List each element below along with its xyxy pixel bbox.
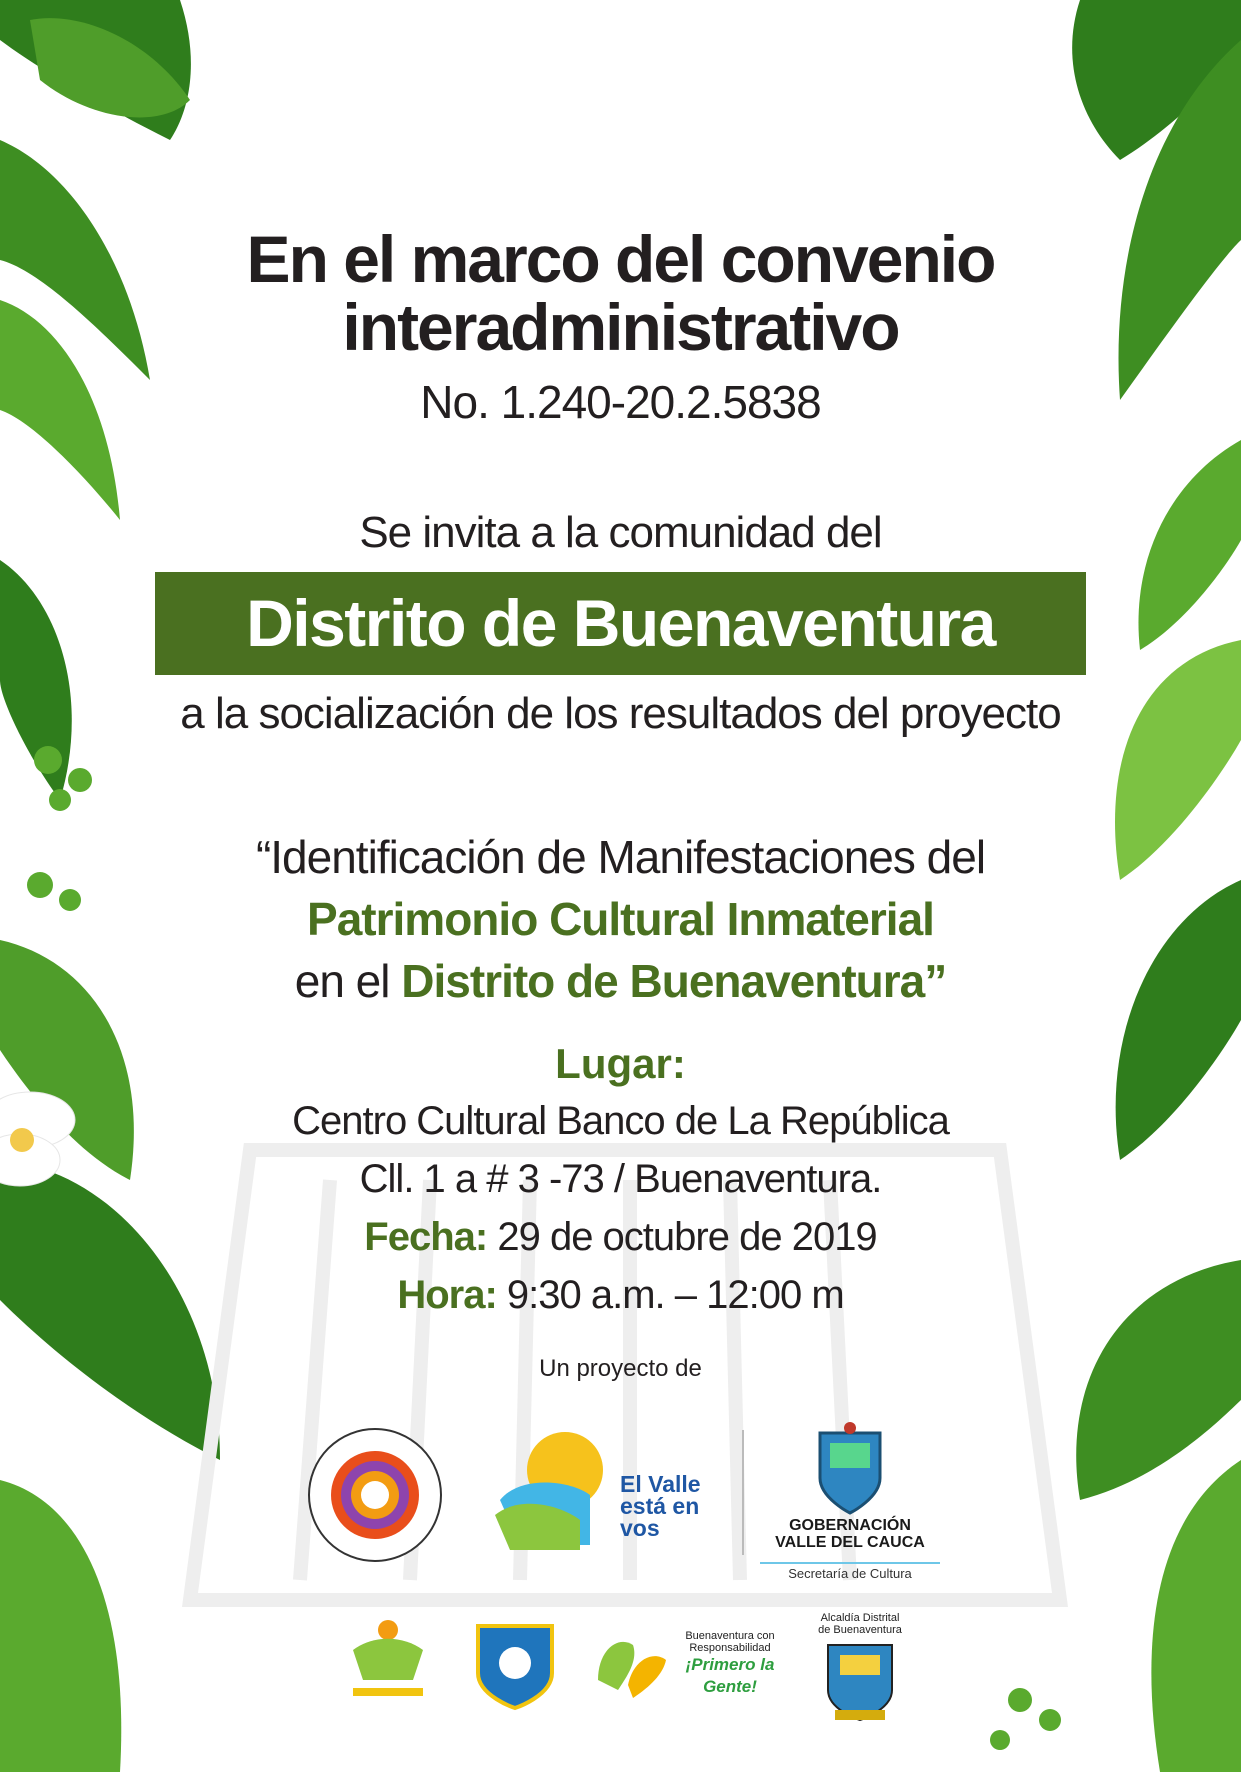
agreement-number: No. 1.240-20.2.5838 <box>420 376 821 428</box>
culture-secretariat-seal-logo <box>305 1425 445 1565</box>
valle-esta-en-vos-logo <box>490 1425 620 1555</box>
alcaldia-label-1: Alcaldía Distrital <box>820 1612 900 1624</box>
bv-slogan: ¡Primero la Gente! <box>685 1655 775 1696</box>
universidad-del-pacifico-logo <box>470 1618 560 1713</box>
logo-divider <box>742 1430 744 1555</box>
alcaldia-label-2: de Buenaventura <box>818 1624 902 1636</box>
project-title <box>150 826 1091 1012</box>
valle-label-2: está en <box>620 1493 700 1519</box>
civic-committee-logo <box>338 1610 438 1705</box>
project-title-line-3 <box>150 950 1091 1012</box>
valle-esta-en-vos-label <box>620 1473 701 1539</box>
gobernacion-label-2: VALLE DEL CAUCA <box>775 1534 925 1551</box>
hands-logo <box>588 1620 673 1705</box>
project-title-line-2: Patrimonio Cultural Inmaterial <box>307 893 934 945</box>
place-line-1: Centro Cultural Banco de La República <box>292 1099 949 1143</box>
date-value: 29 de octubre de 2019 <box>487 1215 877 1259</box>
place-label: Lugar: <box>555 1040 686 1087</box>
heading-line-1: En el marco del convenio <box>246 222 995 296</box>
time-line <box>150 1266 1091 1324</box>
buenaventura-responsabilidad-label <box>670 1630 790 1698</box>
gobernacion-label <box>760 1517 940 1551</box>
valle-label-1: El Valle <box>620 1471 701 1497</box>
alcaldia-buenaventura-shield-logo <box>820 1640 900 1725</box>
project-by-label: Un proyecto de <box>539 1355 702 1382</box>
alcaldia-label <box>815 1612 905 1636</box>
date-line <box>150 1208 1091 1266</box>
project-title-district: Distrito de Buenaventura” <box>401 955 947 1007</box>
valle-label-3: vos <box>620 1515 660 1541</box>
heading-line-2: interadministrativo <box>342 290 899 364</box>
invite-line-2: a la socialización de los resultados del proyecto <box>180 689 1061 738</box>
gobernacion-label-1: GOBERNACIÓN <box>789 1517 911 1534</box>
place-line-2: Cll. 1 a # 3 -73 / Buenaventura. <box>359 1157 882 1201</box>
invite-line-1: Se invita a la comunidad del <box>359 508 882 557</box>
project-title-prefix: en el <box>294 955 402 1007</box>
date-label: Fecha: <box>364 1215 488 1259</box>
gobernacion-subtitle: Secretaría de Cultura <box>760 1562 940 1582</box>
time-label: Hora: <box>397 1273 497 1317</box>
project-title-line-1: “Identificación de Manifestaciones del <box>255 831 986 883</box>
district-banner: Distrito de Buenaventura <box>155 572 1086 675</box>
valle-del-cauca-coat-of-arms-logo <box>800 1418 900 1518</box>
time-value: 9:30 a.m. – 12:00 m <box>496 1273 844 1317</box>
event-details <box>150 1092 1091 1324</box>
bv-label-1: Buenaventura con <box>685 1630 775 1642</box>
bv-label-2: Responsabilidad <box>689 1642 771 1654</box>
